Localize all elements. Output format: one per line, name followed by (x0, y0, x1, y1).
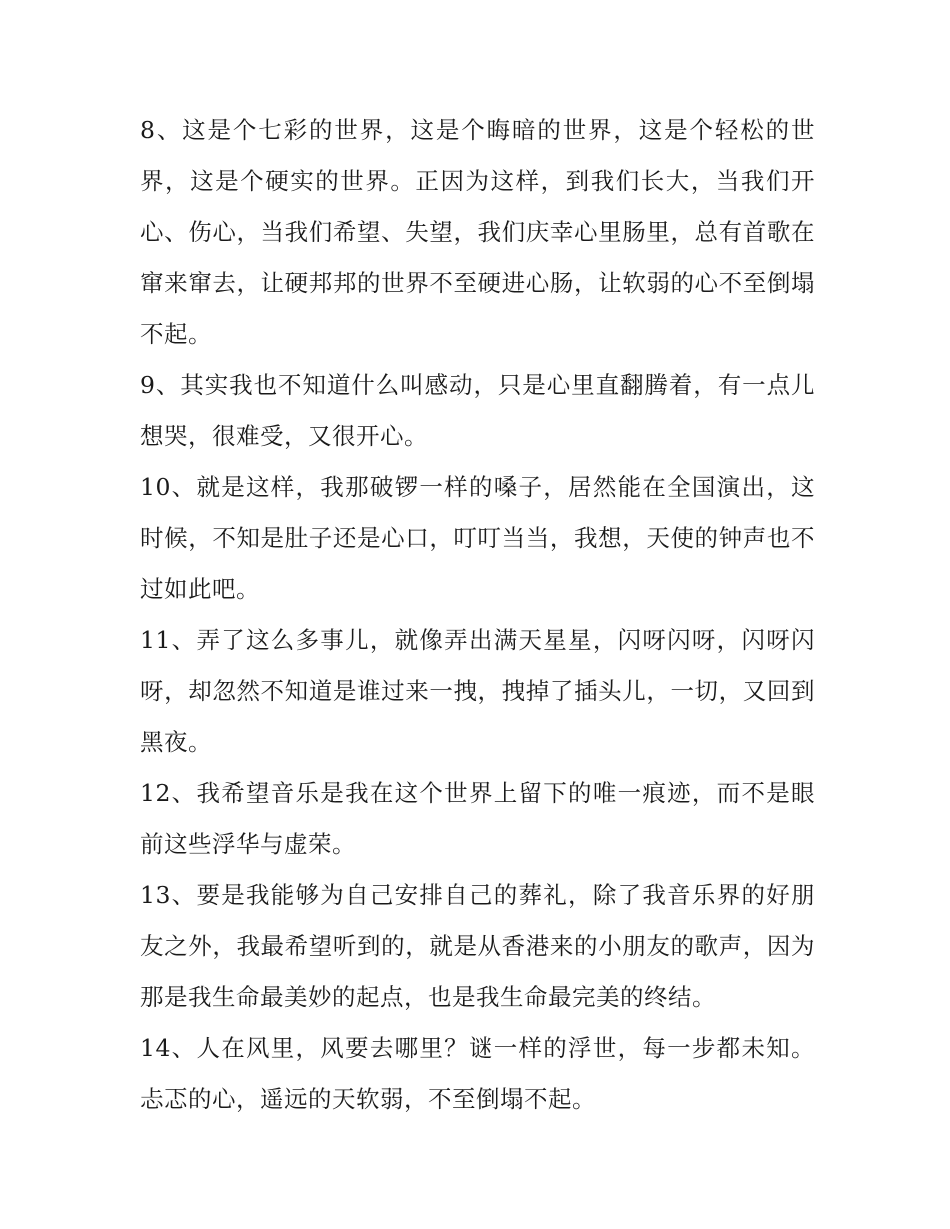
paragraph-11: 11、弄了这么多事儿，就像弄出满天星星，闪呀闪呀，闪呀闪呀，却忽然不知道是谁过来一拽，拽掉了插头儿，一切，又回到黑夜。 (140, 626, 815, 756)
paragraph-8: 8、这是个七彩的世界，这是个晦暗的世界，这是个轻松的世界，这是个硬实的世界。正因为这样，到我们长大，当我们开心、伤心，当我们希望、失望，我们庆幸心里肠里，总有首歌在窜来窜去，让硬邦邦的世界不至硬进心肠，让软弱的心不至倒塌不起。 (140, 116, 815, 348)
paragraph-14: 14、人在风里，风要去哪里？谜一样的浮世，每一步都未知。忐忑的心，遥远的天软弱，不至倒塌不起。 (140, 1034, 815, 1113)
paragraph-10: 10、就是这样，我那破锣一样的嗓子，居然能在全国演出，这时候，不知是肚子还是心口，叮叮当当，我想，天使的钟声也不过如此吧。 (140, 473, 815, 603)
document-body (140, 105, 815, 1125)
paragraph-13: 13、要是我能够为自己安排自己的葬礼，除了我音乐界的好朋友之外，我最希望听到的，就是从香港来的小朋友的歌声，因为那是我生命最美妙的起点，也是我生命最完美的终结。 (140, 881, 815, 1011)
paragraph-12: 12、我希望音乐是我在这个世界上留下的唯一痕迹，而不是眼前这些浮华与虚荣。 (140, 779, 815, 858)
paragraph-9: 9、其实我也不知道什么叫感动，只是心里直翻腾着，有一点儿想哭，很难受，又很开心。 (140, 371, 815, 450)
